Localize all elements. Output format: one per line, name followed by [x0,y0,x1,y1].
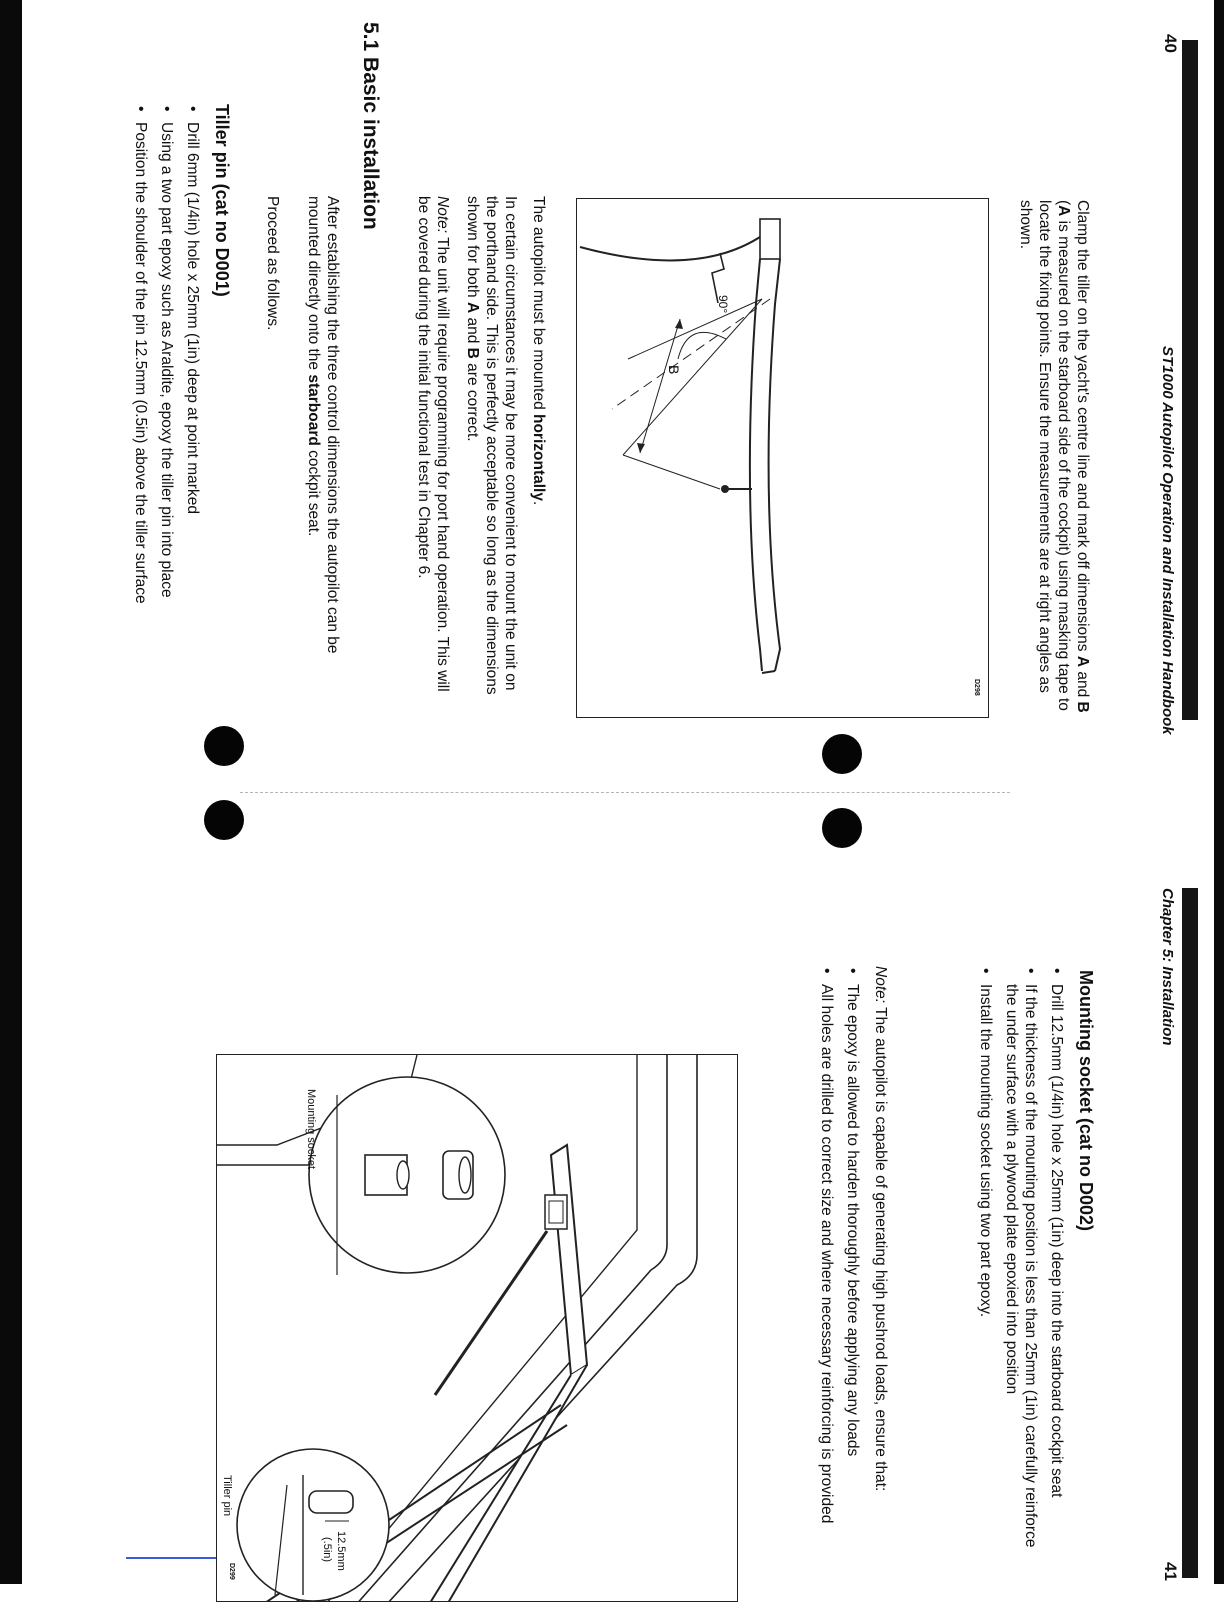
left-page-number: 40 [1161,34,1180,53]
tiller-pin-label: Tiller pin [221,1475,233,1517]
load-precautions [810,966,862,1572]
mounting-diagram [217,1055,737,1601]
pin-height-mm-label: 12.5mm [335,1531,347,1571]
figure-code: D298 [973,679,980,696]
mounting-figure [216,1054,738,1602]
mounting-socket-heading: Mounting socket (cat no D002) [1076,970,1096,1232]
mounting-socket-label: Mounting socket [305,1089,317,1170]
header-band-right [1182,888,1198,1578]
right-page-number: 41 [1161,1562,1180,1581]
header-band-left [1182,40,1198,720]
list-item: • Drill 12.5mm (1/4in) hole x 25mm (1in) deep into the starboard cockpit seat [1047,966,1066,1572]
list-item: • Using a two part epoxy such as Araldite, epoxy the tiller pin into place [157,104,176,704]
tiller-pin-steps [124,104,202,704]
dimension-b-label: B [666,365,682,375]
mounting-socket-steps [969,966,1066,1572]
list-item: • Drill 6mm (1/4in) hole x 25mm (1in) deep at point marked [183,104,202,704]
after-paragraph: After establishing the three control dimensions the autopilot can be mounted directly onto the starboard cockpit seat. [305,196,341,654]
angle-label: 90° [716,295,730,314]
list-item: • If the thickness of the mounting position is less than 25mm (1in) carefully reinforce the under surface with a plywood plate epoxied into position [1002,966,1040,1572]
pin-height-in-label: (.5in) [321,1537,333,1563]
right-running-title: Chapter 5: Installation [1159,888,1176,1046]
tiller-diagram [577,199,988,717]
left-running-title: ST1000 Autopilot Operation and Installation Handbook [1159,346,1176,735]
tiller-pin-heading: Tiller pin (cat no D001) [212,104,232,297]
note-paragraph-2: Note: The autopilot is capable of generating high pushrod loads, ensure that: [872,966,889,1492]
list-item: • Position the shoulder of the pin 12.5mm (0.5in) above the tiller surface [131,104,150,704]
figure-code: D299 [228,1563,235,1580]
list-item: • Install the mounting socket using two part epoxy. [976,966,995,1572]
portside-paragraph: In certain circumstances it may be more convenient to mount the unit on the porthand side. This is perfectly acceptable so long as the dimensions shown for both A and B are correct. [464,196,519,695]
proceed-paragraph: Proceed as follows. [264,196,281,331]
note-paragraph: Note: The unit will require programming for port hand operation. This will be covered during the initial functional test in Chapter 6. [415,196,451,692]
intro-paragraph: Clamp the tiller on the yacht's centre line and mark off dimensions A and B (A is measured on the starboard side of the cockpit) using masking tape to locate the fixing points. Ensure the measurements are at right angles as shown. [1017,200,1091,713]
list-item: • The epoxy is allowed to harden thoroughly before applying any loads [843,966,862,1572]
mounting-paragraph: The autopilot must be mounted horizontally. [530,196,547,506]
tiller-dimension-figure [576,198,989,718]
section-heading: 5.1 Basic installation [359,22,382,230]
list-item: • All holes are drilled to correct size and where necessary reinforcing is provided [817,966,836,1572]
